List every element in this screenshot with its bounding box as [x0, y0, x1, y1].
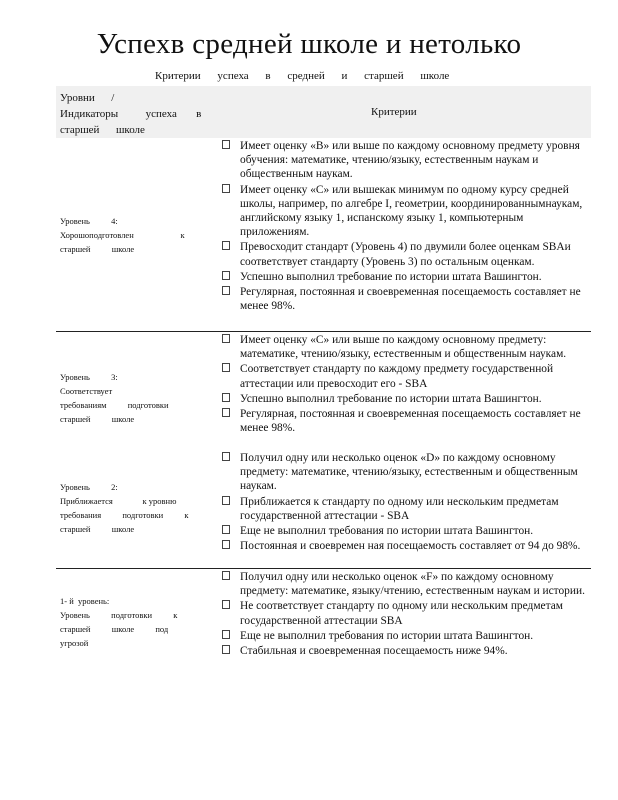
criteria-text: Регулярная, постоянная и своевременная посещаемость составляет не менее 98%. [240, 286, 581, 313]
level-line: Уровень подготовки к [60, 610, 178, 620]
level-line: 1- й уровень: [60, 596, 110, 606]
level-1-criteria [222, 570, 587, 659]
checkbox-bullet-icon [222, 271, 230, 280]
criteria-item [222, 333, 587, 361]
level-line: Хорошоподготовлен к [60, 230, 185, 240]
level-line: Уровень 4: [60, 216, 118, 226]
criteria-item [222, 495, 587, 523]
checkbox-bullet-icon [222, 363, 230, 372]
criteria-text: Имеет оценку «B» или выше по каждому основному предмету уровня обучения: математике, чтению/языку, естественным наукам и общественным наукам. [240, 140, 580, 181]
level-line: угрозой [60, 638, 89, 648]
level-2-cell [60, 480, 210, 536]
level-line: Приближается к уровню [60, 496, 177, 506]
level-3-cell [60, 370, 210, 426]
level-line: требованиям подготовки [60, 400, 169, 410]
checkbox-bullet-icon [222, 540, 230, 549]
level-line: требования подготовки к [60, 510, 189, 520]
page-title: Успехв средней школе и нетолько [96, 28, 522, 60]
criteria-item [222, 407, 587, 435]
criteria-item [222, 240, 587, 268]
checkbox-bullet-icon [222, 286, 230, 295]
checkbox-bullet-icon [222, 334, 230, 343]
criteria-item [222, 270, 587, 284]
criteria-item [222, 285, 587, 313]
criteria-text: Имеет оценку «C» или выше по каждому основному предмету: математике, чтению/языку, естественным и общественным наукам. [240, 334, 567, 361]
level-line: Уровень 3: [60, 372, 118, 382]
checkbox-bullet-icon [222, 393, 230, 402]
criteria-text: Превосходит стандарт (Уровень 4) по двумили более оценкам SBAи соответствует стандарту (Уровень 3) по остальным оценкам. [240, 241, 571, 268]
criteria-text: Еще не выполнил требования по истории штата Вашингтон. [240, 629, 534, 642]
header-criteria-cell: Критерии [371, 106, 417, 118]
criteria-item [222, 570, 587, 598]
criteria-text: Получил одну или несколько оценок «D» по каждому основному предмету: математике, чтению/языку, естественным и общественным наукам. [240, 452, 578, 493]
criteria-item [222, 451, 587, 494]
level-line: старшей школе [60, 524, 135, 534]
criteria-item [222, 392, 587, 406]
criteria-text: Получил одну или несколько оценок «F» по каждому основному предмету: математике, языку/чтению, естественным наукам и истории. [240, 571, 585, 598]
checkbox-bullet-icon [222, 525, 230, 534]
level-1-cell [60, 594, 210, 650]
level-2-criteria [222, 451, 587, 554]
criteria-item [222, 599, 587, 627]
criteria-text: Успешно выполнил требование по истории штата Вашингтон. [240, 270, 542, 283]
criteria-item [222, 183, 587, 240]
criteria-item [222, 524, 587, 538]
level-line: старшей школе [60, 414, 135, 424]
checkbox-bullet-icon [222, 571, 230, 580]
criteria-text: Еще не выполнил требования по истории штата Вашингтон. [240, 525, 534, 538]
checkbox-bullet-icon [222, 630, 230, 639]
level-4-cell [60, 214, 210, 256]
level-3-criteria [222, 333, 587, 436]
criteria-item [222, 539, 587, 553]
criteria-text: Постоянная и своевремен ная посещаемость составляет от 94 до 98%. [240, 540, 581, 553]
level-line: старшей школе под [60, 624, 169, 634]
criteria-item [222, 139, 587, 182]
header-levels-line: Индикаторы успеха в [60, 108, 202, 120]
criteria-item [222, 629, 587, 643]
criteria-text: Имеет оценку «C» или вышекак минимум по одному курсу средней школы, например, по алгебре I, геометрии, координированнымнаукам, английскому языку 1, испанскому языку 1, компьютерным приложениям. [240, 183, 583, 239]
checkbox-bullet-icon [222, 600, 230, 609]
criteria-text: Приближается к стандарту по одному или нескольким предметам государственной аттестации - SBA [240, 495, 559, 522]
checkbox-bullet-icon [222, 645, 230, 654]
criteria-text: Соответствует стандарту по каждому предмету государственной аттестации или превосходит его - SBA [240, 363, 554, 390]
level-4-criteria [222, 139, 587, 314]
row-divider [56, 568, 591, 569]
criteria-item [222, 644, 587, 658]
header-levels-line: старшей школе [60, 124, 145, 136]
level-line: Уровень 2: [60, 482, 118, 492]
criteria-text: Регулярная, постоянная и своевременная посещаемость составляет не менее 98%. [240, 408, 581, 435]
checkbox-bullet-icon [222, 241, 230, 250]
checkbox-bullet-icon [222, 408, 230, 417]
criteria-text: Успешно выполнил требование по истории штата Вашингтон. [240, 392, 542, 405]
header-levels-line: Уровни / [60, 92, 115, 104]
criteria-text: Стабильная и своевременная посещаемость ниже 94%. [240, 645, 508, 658]
checkbox-bullet-icon [222, 452, 230, 461]
checkbox-bullet-icon [222, 140, 230, 149]
checkbox-bullet-icon [222, 184, 230, 193]
header-levels-cell [60, 90, 210, 138]
level-line: старшей школе [60, 244, 135, 254]
row-divider [56, 331, 591, 332]
criteria-text: Не соответствует стандарту по одному или нескольким предметам государственной аттестации SBA [240, 600, 563, 627]
level-line: Соответствует [60, 386, 113, 396]
table-caption: Критерии успеха в средней и старшей школе [155, 70, 450, 82]
criteria-item [222, 362, 587, 390]
checkbox-bullet-icon [222, 496, 230, 505]
